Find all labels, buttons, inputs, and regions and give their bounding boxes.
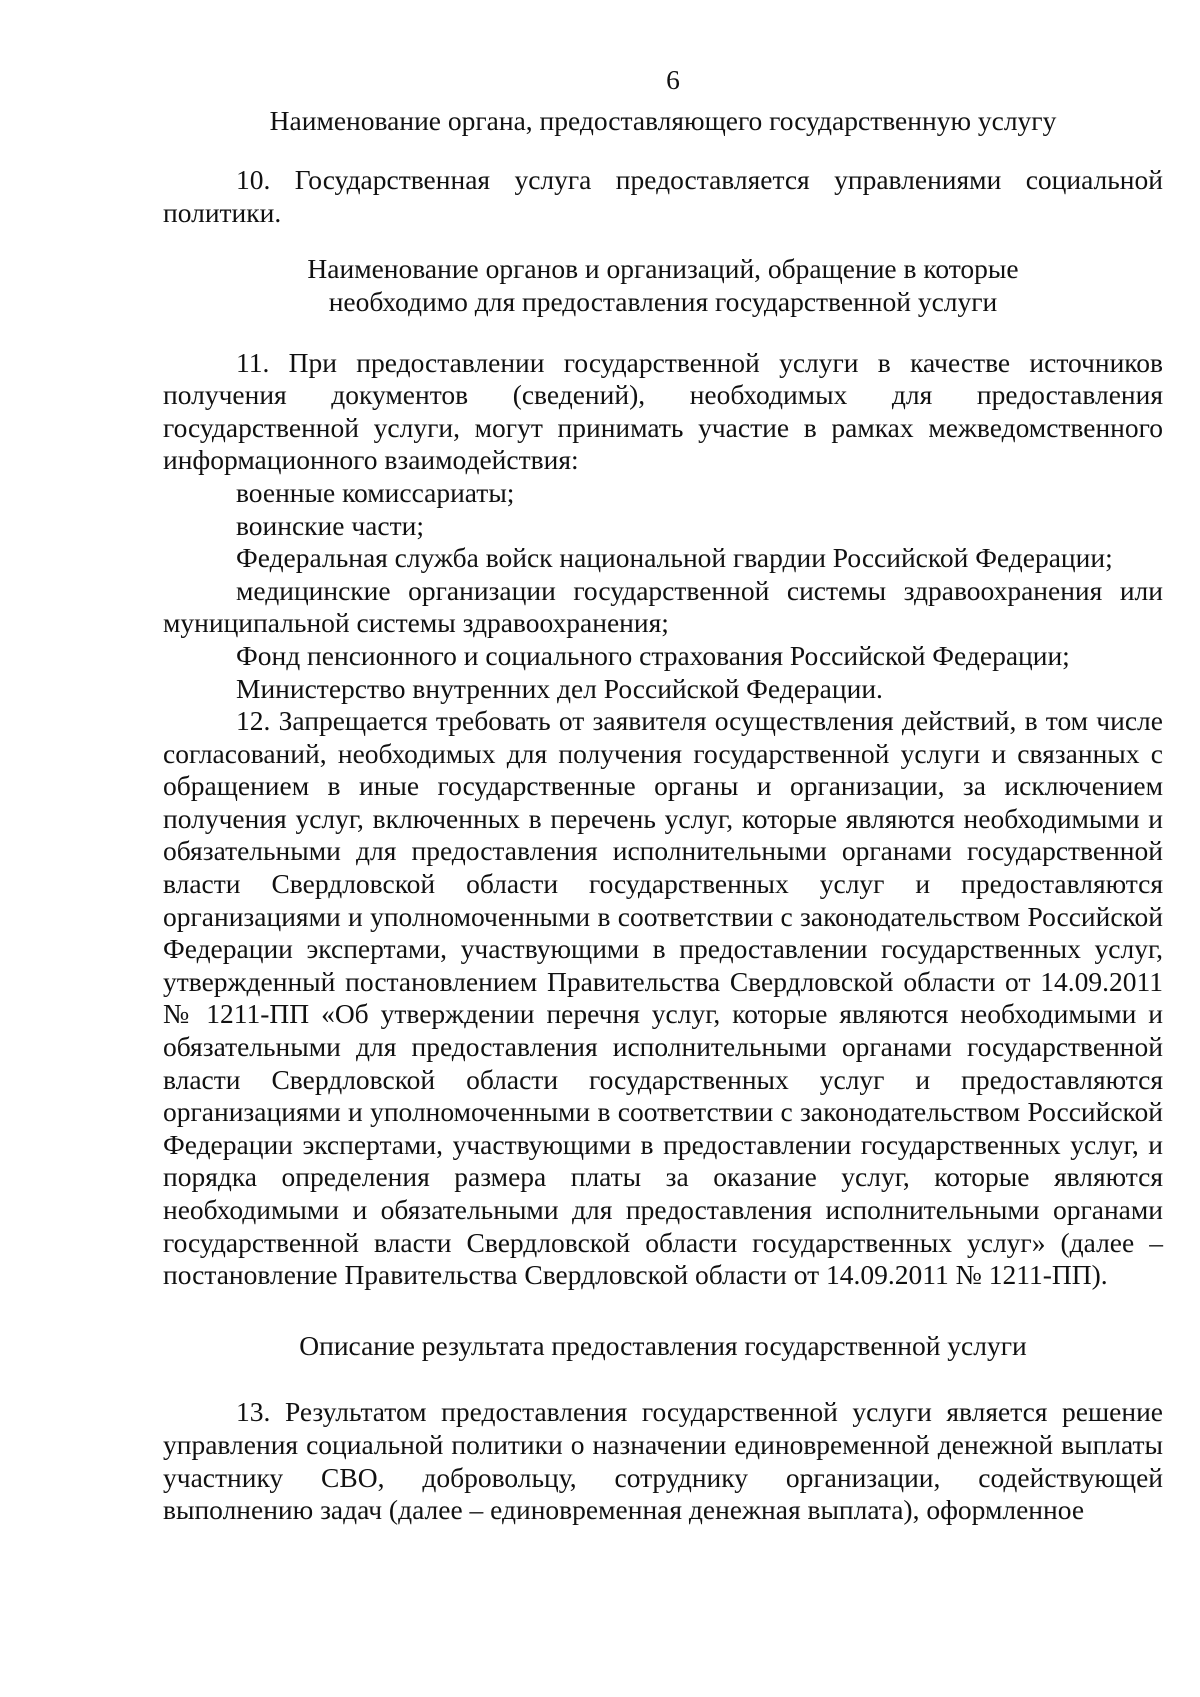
list-item: Министерство внутренних дел Российской Федерации. <box>236 672 883 704</box>
paragraph-11: 11. При предоставлении государственной услуги в качестве источников получения документов (сведений), необходимых для предоставления государственной услуги, могут принимать участие в рамках межведомственного информационного взаимодействия: <box>163 346 1163 476</box>
paragraph-13: 13. Результатом предоставления государственной услуги является решение управления социальной политики о назначении единовременной денежной выплаты участнику СВО, добровольцу, сотруднику организации, содействующей выполнению задач (далее – единовременная денежная выплата), оформленное <box>163 1396 1163 1526</box>
paragraph-10: 10. Государственная услуга предоставляется управлениями социальной политики. <box>163 164 1163 228</box>
section-heading-issuing-body: Наименование органа, предоставляющего государственную услугу <box>269 104 1057 136</box>
list-item: Фонд пенсионного и социального страхования Российской Федерации; <box>236 639 1070 671</box>
list-item: воинские части; <box>236 509 424 541</box>
list-item: военные комиссариаты; <box>236 476 515 508</box>
paragraph-11-list <box>163 477 1163 705</box>
paragraph-12: 12. Запрещается требовать от заявителя осуществления действий, в том числе согласований, необходимых для получения государственной услуги и связанных с обращением в иные государственные органы и организации, за исключением получения услуг, включенных в перечень услуг, которые являются необходимыми и обязательными для предоставления исполнительными органами государственной власти Свердловской области государственных услуг и предоставляются организациями и уполномоченными в соответствии с законодательством Российской Федерации экспертами, участвующими в предоставлении государственных услуг, утвержденный постановлением Правительства Свердловской области от 14.09.2011 № 1211-ПП «Об утверждении перечня услуг, которые являются необходимыми и обязательными для предоставления исполнительными органами государственной власти Свердловской области государственных услуг и предоставляются организациями и уполномоченными в соответствии с законодательством Российской Федерации экспертами, участвующими в предоставлении государственных услуг, и порядка определения размера платы за оказание услуг, которые являются необходимыми и обязательными для предоставления исполнительными органами государственной власти Свердловской области государственных услуг» (далее – постановление Правительства Свердловской области от 14.09.2011 № 1211-ПП). <box>163 705 1163 1291</box>
page-number: 6 <box>666 64 680 95</box>
section-heading-organizations: Наименование органов и организаций, обращение в которые необходимо для предоставления государственной услуги <box>307 253 1019 317</box>
list-item: Федеральная служба войск национальной гвардии Российской Федерации; <box>236 542 1113 574</box>
document-body <box>163 64 1163 1527</box>
section-heading-result: Описание результата предоставления государственной услуги <box>299 1329 1027 1361</box>
list-item: медицинские организации государственной системы здравоохранения или муниципальной системы здравоохранения; <box>163 574 1163 639</box>
